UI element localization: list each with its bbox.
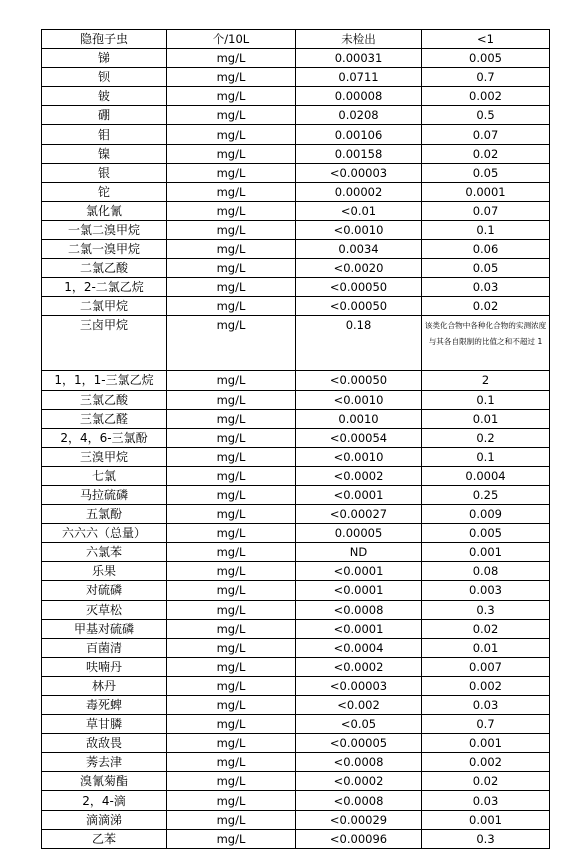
table-row bbox=[42, 676, 550, 695]
cell-item-name: 二氯一溴甲烷 bbox=[42, 240, 167, 259]
table-row bbox=[42, 125, 550, 144]
table-row bbox=[42, 220, 550, 239]
table-row bbox=[42, 201, 550, 220]
cell-item-name: 银 bbox=[42, 163, 167, 182]
cell-item-name: 二氯乙酸 bbox=[42, 259, 167, 278]
cell-limit: 0.7 bbox=[422, 715, 550, 734]
cell-unit: mg/L bbox=[167, 106, 296, 125]
table-row bbox=[42, 68, 550, 87]
cell-result: 0.00106 bbox=[296, 125, 422, 144]
cell-unit: mg/L bbox=[167, 753, 296, 772]
cell-result: <0.0001 bbox=[296, 562, 422, 581]
cell-limit: 0.3 bbox=[422, 829, 550, 848]
cell-limit: 0.7 bbox=[422, 68, 550, 87]
cell-result: <0.00050 bbox=[296, 297, 422, 316]
cell-result: <0.00005 bbox=[296, 734, 422, 753]
cell-limit: 0.003 bbox=[422, 581, 550, 600]
cell-result: <0.0008 bbox=[296, 753, 422, 772]
table-row bbox=[42, 524, 550, 543]
header-result: 未检出 bbox=[296, 30, 422, 49]
cell-unit: mg/L bbox=[167, 240, 296, 259]
cell-limit: 0.001 bbox=[422, 543, 550, 562]
table-row bbox=[42, 485, 550, 504]
table-row bbox=[42, 600, 550, 619]
cell-result: <0.00050 bbox=[296, 278, 422, 297]
cell-result: <0.00027 bbox=[296, 505, 422, 524]
cell-item-name: 六氯苯 bbox=[42, 543, 167, 562]
cell-item-name: 锑 bbox=[42, 49, 167, 68]
table-row bbox=[42, 106, 550, 125]
cell-item-name: 2，4-滴 bbox=[42, 791, 167, 810]
cell-result: <0.00050 bbox=[296, 371, 422, 390]
cell-limit: 0.002 bbox=[422, 753, 550, 772]
cell-unit: mg/L bbox=[167, 68, 296, 87]
cell-item-name: 毒死蜱 bbox=[42, 696, 167, 715]
cell-item-name: 钼 bbox=[42, 125, 167, 144]
cell-limit: 0.002 bbox=[422, 87, 550, 106]
cell-unit: mg/L bbox=[167, 485, 296, 504]
cell-unit: mg/L bbox=[167, 201, 296, 220]
cell-result: <0.00054 bbox=[296, 428, 422, 447]
table-row bbox=[42, 505, 550, 524]
table-row bbox=[42, 428, 550, 447]
table-row bbox=[42, 390, 550, 409]
cell-item-name: 呋喃丹 bbox=[42, 657, 167, 676]
cell-result: <0.0001 bbox=[296, 581, 422, 600]
table-row bbox=[42, 409, 550, 428]
table-row bbox=[42, 371, 550, 390]
cell-unit: mg/L bbox=[167, 657, 296, 676]
cell-limit: 2 bbox=[422, 371, 550, 390]
cell-unit: mg/L bbox=[167, 390, 296, 409]
cell-unit: mg/L bbox=[167, 772, 296, 791]
cell-item-name: 二氯甲烷 bbox=[42, 297, 167, 316]
table-row bbox=[42, 240, 550, 259]
cell-result: 0.0711 bbox=[296, 68, 422, 87]
cell-result: <0.0010 bbox=[296, 220, 422, 239]
table-row bbox=[42, 316, 550, 371]
water-quality-table bbox=[41, 29, 550, 849]
table-row bbox=[42, 734, 550, 753]
cell-item-name: 硼 bbox=[42, 106, 167, 125]
cell-item-name: 甲基对硫磷 bbox=[42, 619, 167, 638]
cell-result: <0.0002 bbox=[296, 466, 422, 485]
cell-result: <0.01 bbox=[296, 201, 422, 220]
cell-limit: 0.05 bbox=[422, 259, 550, 278]
cell-result: <0.0020 bbox=[296, 259, 422, 278]
cell-limit: 0.02 bbox=[422, 144, 550, 163]
cell-item-name: 滴滴涕 bbox=[42, 810, 167, 829]
table-row bbox=[42, 297, 550, 316]
cell-result: 0.0034 bbox=[296, 240, 422, 259]
cell-limit: 0.02 bbox=[422, 772, 550, 791]
table-row bbox=[42, 49, 550, 68]
cell-result: <0.00029 bbox=[296, 810, 422, 829]
cell-limit: 0.007 bbox=[422, 657, 550, 676]
cell-item-name: 马拉硫磷 bbox=[42, 485, 167, 504]
cell-item-name: 林丹 bbox=[42, 676, 167, 695]
cell-unit: mg/L bbox=[167, 259, 296, 278]
cell-limit: 0.03 bbox=[422, 696, 550, 715]
table-row bbox=[42, 581, 550, 600]
cell-limit: 0.08 bbox=[422, 562, 550, 581]
cell-result: <0.00096 bbox=[296, 829, 422, 848]
header-item-name: 隐孢子虫 bbox=[42, 30, 167, 49]
cell-unit: mg/L bbox=[167, 466, 296, 485]
cell-limit: 0.005 bbox=[422, 524, 550, 543]
cell-limit: 0.25 bbox=[422, 485, 550, 504]
cell-unit: mg/L bbox=[167, 829, 296, 848]
cell-unit: mg/L bbox=[167, 316, 296, 371]
cell-unit: mg/L bbox=[167, 696, 296, 715]
cell-item-name: 氯化氰 bbox=[42, 201, 167, 220]
cell-result: 0.00158 bbox=[296, 144, 422, 163]
cell-result: <0.00003 bbox=[296, 676, 422, 695]
cell-result: 0.00031 bbox=[296, 49, 422, 68]
table-row bbox=[42, 87, 550, 106]
cell-item-name: 钡 bbox=[42, 68, 167, 87]
cell-item-name: 三溴甲烷 bbox=[42, 447, 167, 466]
cell-unit: mg/L bbox=[167, 220, 296, 239]
table-row bbox=[42, 657, 550, 676]
table-row bbox=[42, 163, 550, 182]
cell-item-name: 六六六（总量） bbox=[42, 524, 167, 543]
cell-unit: mg/L bbox=[167, 562, 296, 581]
cell-unit: mg/L bbox=[167, 676, 296, 695]
table-row bbox=[42, 696, 550, 715]
cell-limit: 0.1 bbox=[422, 447, 550, 466]
cell-item-name: 铊 bbox=[42, 182, 167, 201]
cell-limit: 0.02 bbox=[422, 297, 550, 316]
table-header-row bbox=[42, 30, 550, 49]
cell-result: 0.00005 bbox=[296, 524, 422, 543]
cell-result: 0.0010 bbox=[296, 409, 422, 428]
cell-item-name: 莠去津 bbox=[42, 753, 167, 772]
cell-item-name: 1，2-二氯乙烷 bbox=[42, 278, 167, 297]
cell-unit: mg/L bbox=[167, 278, 296, 297]
header-limit: <1 bbox=[422, 30, 550, 49]
cell-item-name: 百菌清 bbox=[42, 638, 167, 657]
cell-unit: mg/L bbox=[167, 182, 296, 201]
cell-unit: mg/L bbox=[167, 715, 296, 734]
cell-limit: 0.05 bbox=[422, 163, 550, 182]
cell-item-name: 灭草松 bbox=[42, 600, 167, 619]
cell-result: <0.0002 bbox=[296, 657, 422, 676]
cell-limit: 0.01 bbox=[422, 409, 550, 428]
cell-unit: mg/L bbox=[167, 524, 296, 543]
cell-result: <0.0010 bbox=[296, 447, 422, 466]
cell-unit: mg/L bbox=[167, 49, 296, 68]
cell-limit: 0.009 bbox=[422, 505, 550, 524]
cell-limit: 0.001 bbox=[422, 810, 550, 829]
cell-unit: mg/L bbox=[167, 409, 296, 428]
cell-item-name: 溴氰菊酯 bbox=[42, 772, 167, 791]
cell-unit: mg/L bbox=[167, 581, 296, 600]
table-row bbox=[42, 791, 550, 810]
cell-result: <0.0001 bbox=[296, 619, 422, 638]
cell-limit: 0.2 bbox=[422, 428, 550, 447]
table-row bbox=[42, 466, 550, 485]
cell-unit: mg/L bbox=[167, 505, 296, 524]
table-row bbox=[42, 259, 550, 278]
cell-result: 0.00002 bbox=[296, 182, 422, 201]
cell-unit: mg/L bbox=[167, 87, 296, 106]
cell-result: 0.18 bbox=[296, 316, 422, 371]
cell-result: <0.0008 bbox=[296, 600, 422, 619]
cell-unit: mg/L bbox=[167, 543, 296, 562]
table-body bbox=[42, 30, 550, 849]
cell-unit: mg/L bbox=[167, 144, 296, 163]
cell-limit: 0.01 bbox=[422, 638, 550, 657]
cell-limit: 0.0004 bbox=[422, 466, 550, 485]
cell-item-name: 1，1，1-三氯乙烷 bbox=[42, 371, 167, 390]
cell-limit: 该类化合物中各种化合物的实测浓度与其各自限制的比值之和不超过 1 bbox=[422, 316, 550, 371]
cell-item-name: 敌敌畏 bbox=[42, 734, 167, 753]
cell-unit: mg/L bbox=[167, 638, 296, 657]
cell-item-name: 草甘膦 bbox=[42, 715, 167, 734]
table-row bbox=[42, 562, 550, 581]
cell-result: <0.05 bbox=[296, 715, 422, 734]
cell-unit: mg/L bbox=[167, 297, 296, 316]
cell-limit: 0.06 bbox=[422, 240, 550, 259]
table-row bbox=[42, 753, 550, 772]
cell-item-name: 五氯酚 bbox=[42, 505, 167, 524]
cell-result: <0.00003 bbox=[296, 163, 422, 182]
table-row bbox=[42, 182, 550, 201]
table-row bbox=[42, 810, 550, 829]
cell-limit: 0.03 bbox=[422, 278, 550, 297]
table-row bbox=[42, 715, 550, 734]
cell-limit: 0.005 bbox=[422, 49, 550, 68]
cell-result: 0.0208 bbox=[296, 106, 422, 125]
cell-limit: 0.07 bbox=[422, 125, 550, 144]
cell-item-name: 镍 bbox=[42, 144, 167, 163]
header-unit: 个/10L bbox=[167, 30, 296, 49]
cell-limit: 0.07 bbox=[422, 201, 550, 220]
table-row bbox=[42, 638, 550, 657]
cell-result: ND bbox=[296, 543, 422, 562]
table-row bbox=[42, 829, 550, 848]
table-row bbox=[42, 772, 550, 791]
cell-limit: 0.5 bbox=[422, 106, 550, 125]
cell-result: 0.00008 bbox=[296, 87, 422, 106]
cell-item-name: 三氯乙醛 bbox=[42, 409, 167, 428]
cell-result: <0.0004 bbox=[296, 638, 422, 657]
cell-item-name: 一氯二溴甲烷 bbox=[42, 220, 167, 239]
cell-result: <0.0002 bbox=[296, 772, 422, 791]
cell-limit: 0.001 bbox=[422, 734, 550, 753]
cell-limit: 0.02 bbox=[422, 619, 550, 638]
table-row bbox=[42, 278, 550, 297]
cell-unit: mg/L bbox=[167, 600, 296, 619]
cell-result: <0.0010 bbox=[296, 390, 422, 409]
cell-item-name: 对硫磷 bbox=[42, 581, 167, 600]
cell-result: <0.002 bbox=[296, 696, 422, 715]
cell-unit: mg/L bbox=[167, 371, 296, 390]
cell-result: <0.0008 bbox=[296, 791, 422, 810]
cell-unit: mg/L bbox=[167, 428, 296, 447]
cell-unit: mg/L bbox=[167, 619, 296, 638]
table-row bbox=[42, 619, 550, 638]
cell-item-name: 乐果 bbox=[42, 562, 167, 581]
cell-item-name: 七氯 bbox=[42, 466, 167, 485]
cell-limit: 0.002 bbox=[422, 676, 550, 695]
table-row bbox=[42, 543, 550, 562]
cell-unit: mg/L bbox=[167, 447, 296, 466]
cell-item-name: 铍 bbox=[42, 87, 167, 106]
cell-unit: mg/L bbox=[167, 734, 296, 753]
table-row bbox=[42, 447, 550, 466]
cell-limit: 0.1 bbox=[422, 390, 550, 409]
cell-limit: 0.0001 bbox=[422, 182, 550, 201]
cell-item-name: 2，4，6-三氯酚 bbox=[42, 428, 167, 447]
cell-item-name: 乙苯 bbox=[42, 829, 167, 848]
cell-limit: 0.1 bbox=[422, 220, 550, 239]
cell-item-name: 三卤甲烷 bbox=[42, 316, 167, 371]
cell-unit: mg/L bbox=[167, 163, 296, 182]
cell-item-name: 三氯乙酸 bbox=[42, 390, 167, 409]
cell-result: <0.0001 bbox=[296, 485, 422, 504]
cell-unit: mg/L bbox=[167, 125, 296, 144]
cell-unit: mg/L bbox=[167, 791, 296, 810]
cell-unit: mg/L bbox=[167, 810, 296, 829]
table-row bbox=[42, 144, 550, 163]
cell-limit: 0.3 bbox=[422, 600, 550, 619]
cell-limit: 0.03 bbox=[422, 791, 550, 810]
